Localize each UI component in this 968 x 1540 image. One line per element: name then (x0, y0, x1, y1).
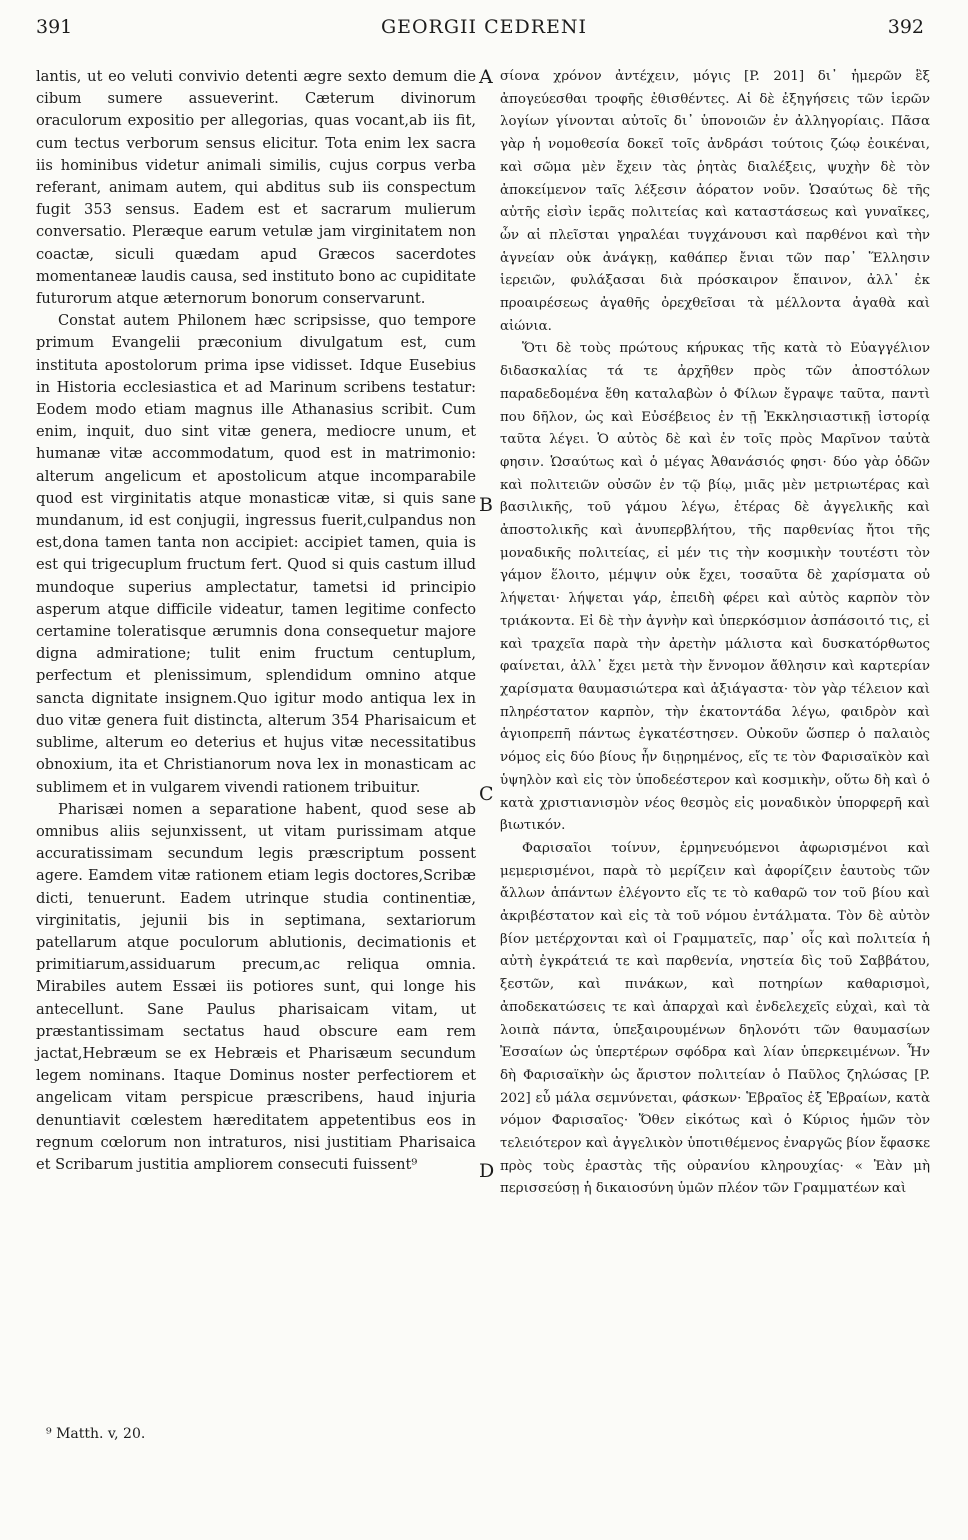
latin-column (36, 66, 476, 1176)
margin-mark-d: D (479, 1160, 495, 1182)
greek-paragraph-1: σίονα χρόνον ἀντέχειν, μόγις [P. 201] δι᾽ ἡμερῶν ἓξ ἀπογεύεσθαι τροφῆς ἐθισθέντες. Αἱ δὲ ἐξηγήσεις τῶν ἱερῶν λογίων γίνονται αὐτοῖς δι᾽ ὑπονοιῶν ἐν ἀλληγορίαις. Πᾶσα γὰρ ἡ νομοθεσία δοκεῖ τοῖς ἀνδράσι τούτοις ζώῳ ἐοικέναι, καὶ σῶμα μὲν ἔχειν τὰς ῥητὰς διαλέξεις, ψυχὴν δὲ τὸν ἀποκείμενον ταῖς λέξεσιν ἀόρατον νοῦν. Ὡσαύτως δὲ τῆς αὐτῆς εἰσὶν ἱερᾶς πολιτείας καὶ καταστάσεως καὶ γυναῖκες, ὧν αἱ πλεῖσται γηραλέαι τυγχάνουσι καὶ παρθένοι καὶ τὴν ἁγνείαν οὐκ ἀνάγκῃ, καθάπερ ἔνιαι τῶν παρ᾽ Ἕλλησιν ἱερειῶν, φυλάξασαι διὰ πρόσκαιρον ἔπαινον, ἀλλ᾽ ἐκ προαιρέσεως ἀγαθῆς ὀρεχθεῖσαι τὰ μέλλοντα ἀγαθὰ καὶ αἰώνια. (500, 69, 930, 334)
greek-column (500, 66, 930, 1201)
left-page-number: 391 (36, 16, 73, 38)
margin-mark-a: A (479, 66, 493, 88)
margin-mark-b: B (479, 494, 493, 516)
latin-paragraph-1: lantis, ut eo veluti convivio detenti ægre sexto demum die cibum sumere assueverint. Cæterum divinorum oraculorum expositio per allegorias, quas vocant,ab iis fit, cum tectus verborum sensus elicitur. Tota enim lex sacra iis hominibus videtur animali similis, cujus corpus verba referant, animam autem, qui abditus sub iis conspectum fugit 353 sensus. Eadem est et sacrarum mulierum conversatio. Pleræque earum vetulæ jam virginitatem non coactæ, siculi quædam apud Græcos sacerdotes momentaneæ laudis causa, sed instituto bono ac cupiditate futurorum atque æternorum bonorum conservarunt. (36, 68, 476, 308)
footnote: ⁹ Matth. v, 20. (46, 1426, 146, 1442)
latin-paragraph-2: Constat autem Philonem hæc scripsisse, quo tempore primum Evangelii præconium divulgatum est, cum instituta apostolorum prima ipse vidisset. Idque Eusebius in Historia ecclesiastica et ad Marinum scribens testatur: Eodem modo etiam magnus ille Athanasius scribit. Cum enim, inquit, duo sint vitæ genera, mediocre unum, et humanæ vitæ accommodatum, quod est in matrimonio: alterum angelicum et apostolicum atque incomparabile quod est virginitatis atque monasticæ vitæ, si quis sane mundanum, id est conjugii, ingressus fuerit,culpandus non est,dona tamen tanta non accipiet: accipiet tamen, quia is est qui trigecuplum fructum fert. Quod si quis castum illud mundoque superius amplectatur, tametsi id principio asperum atque difficile videatur, tamen legitime confecto certamine toleratisque ærumnis dona consequetur majore digna admiratione; tulit enim fructum centuplum, perfectum et plenissimum, splendidum omnino atque sancta dignitate insignem.Quo igitur modo antiqua lex in duo vitæ genera fuit distincta, alterum 354 Pharisaicum et sublime, alterum eo deterius et hujus vitæ necessitatibus obnoxium, ita et Christianorum nova lex in monasticam ac sublimem et in vulgarem vivendi rationem tribuitur. (36, 312, 476, 796)
running-title: GEORGII CEDRENI (380, 16, 588, 38)
right-page-number: 392 (887, 16, 924, 38)
page-header (0, 16, 968, 46)
greek-paragraph-2: Ὅτι δὲ τοὺς πρώτους κήρυκας τῆς κατὰ τὸ Εὐαγγέλιον διδασκαλίας τά τε ἀρχῆθεν πρὸς τῶν ἀποστόλων παραδεδομένα ἔθη καταλαβὼν ὁ Φίλων ἔγραψε ταῦτα, παντὶ που δῆλον, ὡς καὶ Εὐσέβειος ἐν τῇ Ἐκκλησιαστικῇ ἱστορίᾳ ταῦτα λέγει. Ὁ αὐτὸς δὲ καὶ ἐν τοῖς πρὸς Μαρῖνον ταὐτὰ φησιν. Ὡσαύτως καὶ ὁ μέγας Ἀθανάσιός φησι· δύο γὰρ ὁδῶν καὶ πολιτειῶν οὐσῶν ἐν τῷ βίῳ, μιᾶς μὲν μετριωτέρας καὶ βασιλικῆς, τοῦ γάμου λέγω, ἑτέρας δὲ ἀγγελικῆς καὶ ἀποστολικῆς καὶ ἀνυπερβλήτου, τῆς παρθενίας ἤτοι τῆς μοναδικῆς πολιτείας, εἰ μέν τις τὴν κοσμικὴν τουτέστι τὸν γάμον ἕλοιτο, μέμψιν οὐκ ἔχει, τοσαῦτα δὲ χαρίσματα οὐ λήψεται· λήψεται γάρ, ἐπειδὴ φέρει καὶ αὐτὸς καρπὸν τὸν τριάκοντα. Εἰ δὲ τὴν ἁγνὴν καὶ ὑπερκόσμιον ἀσπάσοιτό τις, εἰ καὶ τραχεῖα παρὰ τὴν ἀρετὴν μάλιστα καὶ δυσκατόρθωτος φαίνεται, ἀλλ᾽ ἔχει μετὰ τὴν ἔννομον ἄθλησιν καὶ καρτερίαν χαρίσματα θαυμασιώτερα καὶ ἀξιάγαστα· τὸν γὰρ τέλειον καὶ πληρέστατον καρπὸν, τὴν ἑκατοντάδα λέγω, φαιδρὸν καὶ ἁγιοπρεπῆ πάντως ἐγκατέστησεν. Οὐκοῦν ὥσπερ ὁ παλαιὸς νόμος εἰς δύο βίους ἦν διῃρημένος, εἴς τε τὸν Φαρισαϊκὸν καὶ ὑψηλὸν καὶ εἰς τὸν ὑποδεέστερον καὶ κοσμικὴν, οὕτω δὴ καὶ ὁ κατὰ χριστιανισμὸν νέος θεσμὸς εἰς μοναδικὸν ὑπορφερῆ καὶ βιωτικόν. (500, 341, 930, 834)
margin-mark-c: C (479, 783, 494, 805)
greek-paragraph-3: Φαρισαῖοι τοίνυν, ἑρμηνευόμενοι ἀφωρισμένοι καὶ μεμερισμένοι, παρὰ τὸ μερίζειν καὶ ἀφορίζειν ἑαυτοὺς τῶν ἄλλων ἁπάντων ἐλέγοντο εἴς τε τὸ καθαρῶ τον τοῦ βίου καὶ ἀκριβέστατον καὶ εἰς τὰ τοῦ νόμου ἐντάλματα. Τὸν δὲ αὐτὸν βίον μετέρχονται καὶ οἱ Γραμματεῖς, παρ᾽ οἷς καὶ πολιτεία ἡ αὐτὴ ἐγκράτειά τε καὶ παρθενία, νηστεία δὶς τοῦ Σαββάτου, ξεστῶν, καὶ πινάκων, καὶ ποτηρίων καθαρισμοὶ, ἀποδεκατώσεις τε καὶ ἀπαρχαὶ καὶ ἐνδελεχεῖς εὐχαὶ, καὶ τὰ λοιπὰ πάντα, ὑπεξαιρουμένων δηλονότι τῶν θαυμασίων Ἐσσαίων ὡς ὑπερτέρων σφόδρα καὶ λίαν ὑπερκειμένων. Ἦν δὴ Φαρισαϊκὴν ὡς ἄριστον πολιτείαν ὁ Παῦλος ζηλώσας [P. 202] εὖ μάλα σεμνύνεται, φάσκων· Ἑβραῖος ἐξ Ἑβραίων, κατὰ νόμον Φαρισαῖος· Ὅθεν εἰκότως καὶ ὁ Κύριος ἡμῶν τὸν τελειότερον καὶ ἀγγελικὸν ὑποτιθέμενος ἐναργῶς βίον ἔφασκε πρὸς τοὺς ἐραστὰς τῆς οὐρανίου κληρουχίας· « Ἐὰν μὴ περισσεύσῃ ἡ δικαιοσύνη ὑμῶν πλέον τῶν Γραμματέων καὶ (500, 840, 930, 1197)
latin-paragraph-3: Pharisæi nomen a separatione habent, quod sese ab omnibus aliis sejunxissent, ut vitam purissimam atque accuratissimam secundum legis præscriptum possent agere. Eamdem vitæ rationem etiam legis doctores,Scribæ dicti, tenuerunt. Eadem utrinque studia continentiæ, virginitatis, jejunii bis in septimana, sextariorum patellarum atque poculorum ablutionis, decimationis et primitiarum,assiduarum precum,ac reliqua omnia. Mirabiles autem Essæi iis potiores sunt, qui longe his antecellunt. Sane Paulus pharisaicam vitam, ut præstantissimam sectatus haud obscure eam rem jactat,Hebræum se ex Hebræis et Pharisæum secundum legem nominans. Itaque Dominus noster perfectiorem et angelicam vitam perspicue præscribens, haud injuria denuntiavit cœlestem hæreditatem appetentibus eos in regnum cœlorum non intraturos, nisi justitiam Pharisaica et Scribarum justitia ampliorem consecuti fuissent⁹ (36, 800, 476, 1173)
